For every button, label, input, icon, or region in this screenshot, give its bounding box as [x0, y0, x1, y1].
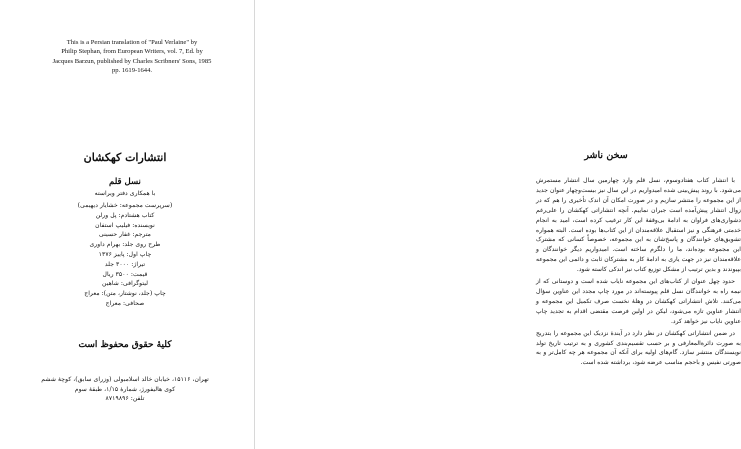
- detail-line: قیمت: ۳۵۰۰ ریال: [102, 270, 148, 278]
- detail-line: لیتوگرافی: شاهین: [102, 280, 148, 288]
- detail-line: مترجم: غفار حسینی: [98, 231, 152, 239]
- detail-line: کتاب هشتادم: پل ورلن: [95, 211, 155, 219]
- preface-paragraph: حدود چهل عنوان از کتاب‌های این مجموعه نایاب شده است و دوستانی که از نیمه راه به خوانندگان نسل قلم پیوسته‌اند در مورد چاپ مجدد این عناوین سؤال می‌کنند. تلاش انتشاراتی کهکشان در وهلهٔ نخست صرف تکمیل این مجموعه و انتشار عناوین تازه می‌شود، لیکن در اولین فرصت مقتضی اقدام به تجدید چاپ عناوین نایاب نیز خواهد کرد.: [536, 278, 741, 325]
- preface-body: [536, 176, 741, 370]
- publication-details: [35, 201, 215, 309]
- preface-paragraph: در ضمن انتشاراتی کهکشان در نظر دارد در آیندهٔ نزدیک این مجموعه را بتدریج به صورت دائرةالمعارفی و بر حسب تقسیم‌بندی کشوری و به ترتیب تاریخ تولد نویسندگان منتشر سازد. گام‌های اولیه برای آنکه آن مجموعه هر چه کامل‌تر و به صورتی نفیس و باحجم مناسب عرضه شود، برداشته شده است.: [536, 329, 741, 367]
- publisher-address: [25, 375, 225, 404]
- right-page: [256, 0, 741, 449]
- english-credit-block: [32, 38, 232, 75]
- address-line: تهران، ۱۵۱۱۶، خیابان خالد اسلامبولی (وزرای سابق)، کوچهٔ ششم: [41, 376, 209, 383]
- credit-line: This is a Persian translation of "Paul Verlaine" by: [66, 39, 198, 46]
- credit-line: Philip Stephan, from European Writers, vol. 7, Ed. by: [61, 48, 203, 56]
- detail-line: تیراژ: ۳۰۰۰ جلد: [104, 260, 146, 268]
- credit-line: pp. 1619-1644.: [111, 66, 153, 74]
- address-line: تلفن: ۸۷۱۹۸۹۶: [105, 395, 145, 402]
- detail-line: چاپ اول: پاییز ۱۳۷۶: [98, 250, 152, 258]
- detail-line: طرح روی جلد: بهرام داوری: [89, 241, 161, 249]
- detail-line: صحافی: معراج: [105, 299, 145, 307]
- detail-line: چاپ (جلد، نوشتار، متن): معراج: [84, 290, 166, 298]
- book-subtitle: با همکاری دفتر ویراسته: [94, 190, 156, 197]
- detail-line: (سرپرست مجموعه: خشایار دیهیمی): [77, 202, 173, 209]
- detail-line: نویسنده: فیلیپ استفان: [95, 221, 155, 229]
- publisher-name: انتشارات کهکشان: [83, 151, 167, 164]
- left-page: [0, 0, 255, 449]
- credit-line: Jacques Barzun, published by Charles Scribners' Sons, 1985: [52, 57, 212, 65]
- copyright-notice: کلیهٔ حقوق محفوظ است: [78, 340, 172, 350]
- preface-paragraph: با انتشار کتاب هفتادوسوم، نسل قلم وارد چهارمین سال انتشار مستمرش می‌شود. با روند پیش‌بینی شده امیدواریم در این سال نیز بیست‌وچهار عنوان جدید از این مجموعه را منتشر سازیم و در صورت امکان آن اندک تأخیری را هم که در زوال انتشار پیش‌آمده است جبران نماییم. آنچه انتشاراتی کهکشان را علی‌رغم دشواری‌های فراوان به ادامهٔ بی‌وقفهٔ این کار ترغیب کرده است، امید به انجام خدمتی فرهنگی و نیز استقبال علاقه‌مندان از این کتاب‌ها بوده است. البته همواره تشویق‌های خوانندگان و پاسخ‌شان به این مجموعه، خصوصاً کسانی که مشترک این مجموعه بوده‌اند، ما را دلگرم ساخته است. امیدواریم دیگر خوانندگان و علاقه‌مندان نیز در جهت یاری به ادامهٔ کار به مشترکان ثابت و دائمی این مجموعه بپیوندند و بدین ترتیب از مشکل توزیع کتاب نیز اندکی کاسته شود.: [536, 177, 741, 274]
- book-series-title: نسل قلم: [109, 177, 141, 187]
- address-line: کوی هالیفورژ، شمارهٔ ۱/۱۵، طبقهٔ سوم: [74, 385, 176, 393]
- preface-heading: سخن ناشر: [584, 150, 628, 161]
